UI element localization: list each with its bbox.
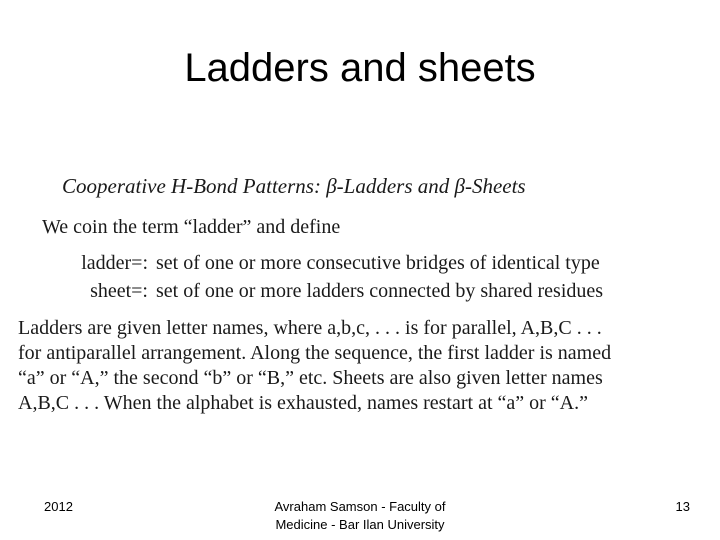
footer-author-line: Avraham Samson - Faculty of [274, 499, 446, 514]
excerpt-heading: Cooperative H-Bond Patterns: β-Ladders and β-Sheets [62, 174, 526, 198]
paragraph-line: Ladders are given letter names, where a,b,c, . . . is for parallel, A,B,C . . . [18, 317, 602, 339]
definition-text: set of one or more ladders connected by shared residues [156, 280, 604, 302]
paragraph-line: “a” or “A,” the second “b” or “B,” etc. Sheets are also given letter names [18, 367, 603, 389]
definition-sheet [18, 280, 603, 303]
definition-text: set of one or more consecutive bridges of identical type [156, 252, 600, 274]
excerpt-intro: We coin the term “ladder” and define [42, 216, 341, 238]
definition-term: ladder=: [81, 252, 148, 274]
paragraph-line: A,B,C . . . When the alphabet is exhausted, names restart at “a” or “A.” [18, 392, 588, 414]
definition-ladder [18, 252, 600, 275]
scanned-text-excerpt [18, 170, 704, 420]
slide-title: Ladders and sheets [184, 46, 536, 90]
footer-author-line: Medicine - Bar Ilan University [275, 517, 445, 532]
page-number: 13 [675, 499, 690, 514]
footer-year: 2012 [44, 499, 73, 514]
paragraph-line: for antiparallel arrangement. Along the sequence, the first ladder is named [18, 342, 612, 364]
definition-term: sheet=: [90, 280, 148, 302]
footer-author [210, 498, 510, 534]
